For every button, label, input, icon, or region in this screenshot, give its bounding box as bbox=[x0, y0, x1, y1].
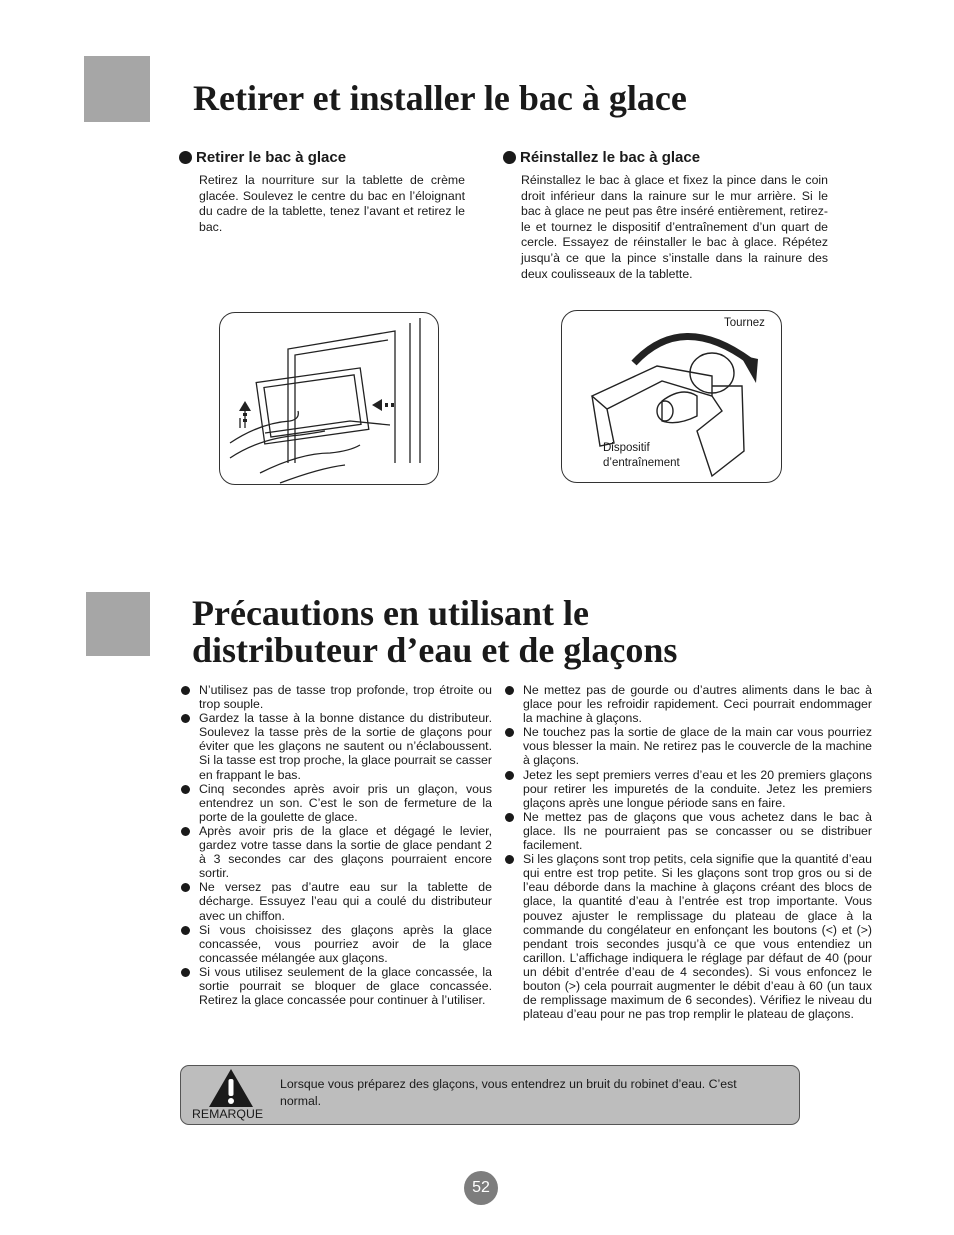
precautions-left-list bbox=[181, 683, 492, 1007]
section-title: Retirer et installer le bac à glace bbox=[193, 78, 687, 118]
list-item: N’utilisez pas de tasse trop profonde, trop étroite ou trop souple. bbox=[181, 683, 492, 711]
list-item: Cinq secondes après avoir pris un glaçon, vous entendrez un son. C’est le son de fermeture de la porte de la goulette de glace. bbox=[181, 782, 492, 824]
list-item: Jetez les sept premiers verres d’eau et les 20 premiers glaçons pour retirer les impuretés de la conduite. Jetez les premiers glaçons après une longue période sans en faire. bbox=[505, 768, 872, 810]
warning-icon bbox=[207, 1067, 255, 1109]
list-item: Gardez la tasse à la bonne distance du distributeur. Soulevez la tasse près de la sortie de glaçons pour éviter que les glaçons ne sautent ou n’éclaboussent. Si la tasse est trop proche, la glace pourrait se casser en frappant le bas. bbox=[181, 711, 492, 781]
remove-bin-illustration bbox=[219, 312, 439, 485]
list-item: Si vous utilisez seulement de la glace concassée, la sortie pourrait se bloquer de glace concassée. Retirez la glace concassée pour continuer à l’utiliser. bbox=[181, 965, 492, 1007]
heading-text: Retirer le bac à glace bbox=[196, 149, 347, 166]
subsection-heading-remove bbox=[179, 149, 479, 166]
turn-label: Tournez bbox=[724, 317, 765, 329]
list-item: Si les glaçons sont trop petits, cela signifie que la quantité d’eau qui entre est trop petite. Si les glaçons sont trop gros ou si de l’eau déborde dans la machine à glaçons créant des blocs de glace, la quantité d’eau à l’entrée est trop importante. Vous pouvez ajuster le remplissage du plateau de glace à la commande du congélateur en enfonçant les boutons (<) et (>) pendant trois secondes jusqu’à ce que vous entendiez un carillon. L’affichage indiquera le réglage par défaut de 40 (pour un débit d’entrée d’eau de 4 secondes). Si vous enfoncez le bouton (>) cela pourrait augmenter le débit d’eau à 60 (un taux de remplissage maximum de 6 secondes). Vérifiez le niveau du plateau d’eau pour ne pas trop remplir le plateau de glaçons. bbox=[505, 852, 872, 1021]
bullet-dot bbox=[179, 151, 192, 164]
remove-instructions: Retirez la nourriture sur la tablette de crème glacée. Soulevez le centre du bac en l’éloignant du cadre de la tablette, tenez l’avant et retirez le bac. bbox=[199, 173, 465, 234]
subsection-heading-reinstall bbox=[503, 149, 833, 166]
section-marker bbox=[86, 592, 150, 656]
reinstall-instructions: Réinstallez le bac à glace et fixez la pince dans le coin droit inférieur dans la rainure sur le mur arrière. Si le bac à glace ne peut pas être inséré entièrement, retirez-le et tournez le dispositif d’entraînement d’un quart de cercle. Essayez de réinstaller le bac à glace. Répétez jusqu’à ce que la pince s’installe dans la rainure des deux coulisseaux de la tablette. bbox=[521, 173, 828, 281]
section-marker bbox=[84, 56, 150, 122]
list-item: Ne touchez pas la sortie de glace de la main car vous pourriez vous blesser la main. Ne retirez pas le couvercle de la machine à glaçons. bbox=[505, 725, 872, 767]
list-item: Après avoir pris de la glace et dégagé le levier, gardez votre tasse dans la sortie de glace pendant 2 à 3 secondes car des glaçons pourraient encore sortir. bbox=[181, 824, 492, 880]
note-box bbox=[180, 1065, 800, 1125]
page-number: 52 bbox=[464, 1171, 498, 1205]
note-text: Lorsque vous préparez des glaçons, vous entendrez un bruit du robinet d’eau. C’est normal. bbox=[280, 1077, 737, 1108]
list-item: Si vous choisissez des glaçons après la glace concassée, vous pourriez avoir de la glace concassée mélangée aux glaçons. bbox=[181, 923, 492, 965]
heading-text: Réinstallez le bac à glace bbox=[520, 149, 701, 166]
section-title: Précautions en utilisant le distributeur d’eau et de glaçons bbox=[192, 593, 678, 670]
drive-label-line2: d’entraînement bbox=[603, 457, 680, 469]
precautions-right-list bbox=[505, 683, 872, 1021]
drive-turn-illustration bbox=[561, 310, 782, 483]
list-item: Ne mettez pas de gourde ou d’autres aliments dans le bac à glace pour les refroidir rapidement. Ceci pourrait endommager la machine à glaçons. bbox=[505, 683, 872, 725]
bullet-dot bbox=[503, 151, 516, 164]
list-item: Ne mettez pas de glaçons que vous achetez dans le bac à glace. Ils ne pourraient pas se concasser ou se distribuer facilement. bbox=[505, 810, 872, 852]
note-label: REMARQUE bbox=[192, 1107, 264, 1121]
drive-label bbox=[603, 441, 680, 471]
drive-label-line1: Dispositif bbox=[603, 442, 650, 454]
list-item: Ne versez pas d’autre eau sur la tablette de décharge. Essuyez l’eau qui a coulé du distributeur avec un chiffon. bbox=[181, 880, 492, 922]
